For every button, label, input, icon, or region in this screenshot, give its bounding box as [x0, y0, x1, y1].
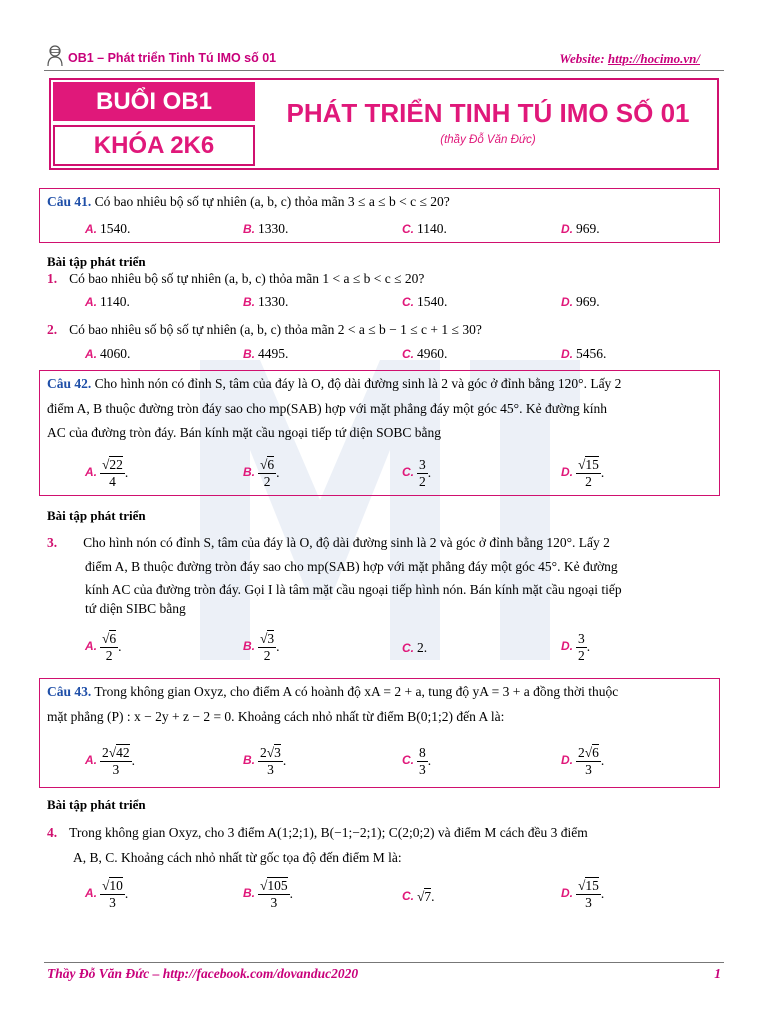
- denominator: 3: [112, 761, 120, 777]
- radicand: 7: [424, 888, 432, 904]
- q42-option-b[interactable]: [243, 457, 280, 489]
- period: .: [131, 753, 136, 769]
- fraction: [417, 745, 432, 777]
- option-letter: D.: [561, 886, 573, 901]
- fraction-stack: [576, 878, 601, 910]
- period: .: [276, 639, 280, 655]
- fraction: [417, 888, 435, 903]
- option-value: 4960.: [417, 346, 448, 361]
- denominator: 3: [585, 761, 592, 777]
- problem-3-line-1: [47, 535, 610, 551]
- denominator: 2: [578, 647, 585, 663]
- problem-3-line-3: kính AC của đường tròn đáy. Gọi I là tâm mặt cầu ngoại tiếp hình nón. Bán kính mặt cầu ngoại tiếp: [85, 582, 622, 597]
- radicand: 3: [274, 745, 281, 760]
- p3-option-c[interactable]: [402, 640, 427, 656]
- option-letter: B.: [243, 347, 255, 361]
- problem-3-stem: Cho hình nón có đỉnh S, tâm của đáy là O, độ dài đường sinh là 2 và góc ở đỉnh bằng 120°. Lấy 2: [83, 535, 610, 550]
- p3-option-a[interactable]: [85, 631, 122, 663]
- numerator: [100, 457, 125, 474]
- p4-option-d[interactable]: [561, 878, 604, 910]
- option-letter: B.: [243, 465, 255, 480]
- document-title: PHÁT TRIỂN TINH TÚ IMO SỐ 01: [286, 98, 690, 128]
- numerator: [258, 745, 283, 762]
- radicand: 15: [585, 878, 599, 893]
- q41-option-c[interactable]: [402, 221, 447, 237]
- radical: [417, 889, 431, 905]
- problem-3-line-4: tứ diện SIBC bằng: [85, 601, 186, 616]
- p4-option-b[interactable]: [243, 878, 293, 910]
- fraction-stack: [576, 631, 587, 663]
- radicand: 10: [109, 878, 123, 893]
- problem-number: 3.: [47, 535, 58, 550]
- q43-option-a[interactable]: [85, 745, 135, 777]
- denominator: 4: [109, 473, 116, 489]
- numerator: [100, 631, 118, 648]
- p2-option-a[interactable]: [85, 346, 130, 362]
- sqrt-icon: √: [260, 878, 268, 893]
- coefficient: 2: [260, 745, 267, 760]
- fraction-stack: [100, 631, 118, 663]
- question-42-line-1: [47, 376, 621, 392]
- fraction-stack: [576, 745, 601, 777]
- radical: [260, 877, 288, 893]
- section-heading: Bài tập phát triển: [47, 508, 146, 523]
- radical: [102, 877, 123, 893]
- q41-option-d[interactable]: [561, 221, 600, 237]
- radicand: 6: [592, 745, 599, 760]
- q43-option-b[interactable]: [243, 745, 286, 777]
- problem-1-text: [47, 271, 424, 287]
- sqrt-icon: √: [417, 888, 425, 904]
- fraction-stack: [100, 457, 125, 489]
- option-value: 969.: [576, 294, 600, 309]
- option-value: 4495.: [258, 346, 289, 361]
- website-link[interactable]: http://hocimo.vn/: [607, 51, 700, 66]
- option-letter: C.: [402, 465, 414, 480]
- numerator: [258, 631, 276, 648]
- p2-option-b[interactable]: [243, 346, 288, 362]
- option-letter: D.: [561, 295, 573, 309]
- option-letter: B.: [243, 222, 255, 236]
- fraction: [100, 631, 122, 663]
- footer-author-link[interactable]: Thầy Đỗ Văn Đức – http://facebook.com/dovanduc2020: [47, 966, 359, 981]
- teacher-subtitle: (thầy Đỗ Văn Đức): [440, 134, 536, 146]
- fraction: [258, 631, 280, 663]
- numerator: [576, 457, 601, 474]
- option-letter: A.: [85, 347, 97, 361]
- period: .: [600, 753, 605, 769]
- q42-option-d[interactable]: [561, 457, 604, 489]
- fraction: [100, 878, 129, 910]
- numerator: [258, 878, 290, 895]
- radical: [267, 744, 281, 760]
- p1-option-c[interactable]: [402, 294, 447, 310]
- fraction-stack: [258, 745, 283, 777]
- sqrt-icon: √: [102, 878, 110, 893]
- fraction-stack: [258, 878, 290, 910]
- fraction-stack: [100, 878, 125, 910]
- option-value: 1140.: [417, 221, 447, 236]
- radicand: 15: [585, 457, 599, 472]
- teacher-avatar-icon: [46, 45, 64, 67]
- problem-4-line-1: [47, 825, 588, 841]
- denominator: 2: [263, 647, 271, 663]
- denominator: 2: [419, 473, 426, 489]
- option-letter: B.: [243, 639, 255, 654]
- option-letter: D.: [561, 639, 573, 654]
- numerator-value: 3: [578, 631, 585, 646]
- numerator: [417, 457, 428, 474]
- p2-option-c[interactable]: [402, 346, 447, 362]
- fraction: [576, 457, 605, 489]
- radical: [260, 456, 274, 472]
- option-letter: C.: [402, 753, 414, 768]
- question-42-line-2: điểm A, B thuộc đường tròn đáy sao cho mp(SAB) hợp với mặt phẳng đáy một góc 45°. Kẻ đường kính: [47, 401, 608, 416]
- fraction-stack: [258, 457, 276, 489]
- page-number: 1: [714, 966, 721, 981]
- radical: [578, 877, 599, 893]
- fraction: [258, 457, 280, 489]
- numerator: [258, 457, 276, 474]
- problem-number: 1.: [47, 271, 58, 286]
- problem-number: 4.: [47, 825, 58, 840]
- problem-number: 2.: [47, 322, 58, 337]
- period: .: [600, 465, 605, 481]
- period: .: [431, 888, 435, 904]
- option-letter: C.: [402, 222, 414, 236]
- radicand: 22: [109, 457, 123, 472]
- p2-option-d[interactable]: [561, 346, 606, 362]
- fraction-stack: [576, 457, 601, 489]
- q43-option-d[interactable]: [561, 745, 604, 777]
- radicand: 42: [116, 745, 130, 760]
- p4-option-a[interactable]: [85, 878, 128, 910]
- denominator: 3: [270, 894, 278, 910]
- sqrt-icon: √: [584, 745, 593, 760]
- period: .: [124, 465, 129, 481]
- section-heading: Bài tập phát triển: [47, 254, 146, 269]
- fraction: [100, 745, 136, 777]
- p1-option-d[interactable]: [561, 294, 600, 310]
- header-course-title: OB1 – Phát triển Tinh Tú IMO số 01: [68, 51, 277, 65]
- question-42-label: Câu 42.: [47, 376, 92, 391]
- radical: [585, 744, 599, 760]
- denominator: 2: [263, 473, 271, 489]
- option-value: 5456.: [576, 346, 607, 361]
- fraction-stack: [258, 631, 276, 663]
- fraction: [100, 457, 129, 489]
- option-value: 1540.: [417, 294, 448, 309]
- question-41-stem: Có bao nhiêu bộ số tự nhiên (a, b, c) thỏa mãn 3 ≤ a ≤ b < c ≤ 20?: [91, 194, 450, 209]
- period: .: [427, 753, 432, 769]
- question-41-text: [47, 194, 450, 210]
- p3-option-b[interactable]: [243, 631, 280, 663]
- numerator: [100, 745, 132, 762]
- option-letter: A.: [85, 222, 97, 236]
- numerator-value: 3: [419, 457, 426, 472]
- option-letter: B.: [243, 753, 255, 768]
- period: .: [276, 465, 280, 481]
- period: .: [124, 886, 129, 902]
- sqrt-icon: √: [102, 631, 110, 646]
- fraction-stack: [417, 457, 428, 489]
- question-43-label: Câu 43.: [47, 684, 92, 699]
- sqrt-icon: √: [102, 457, 110, 472]
- question-43-stem: Trong không gian Oxyz, cho điểm A có hoành độ xA = 2 + a, tung độ yA = 3 + a đồng thời thuộc: [91, 684, 619, 699]
- denominator: 3: [585, 894, 592, 910]
- sqrt-icon: √: [578, 457, 586, 472]
- fraction: [576, 631, 591, 663]
- question-42-stem: Cho hình nón có đỉnh S, tâm của đáy là O, độ dài đường sinh là 2 và góc ở đỉnh bằng 120°. Lấy 2: [91, 376, 622, 391]
- radical: [102, 456, 123, 472]
- numerator: [417, 745, 428, 762]
- coefficient: 2: [578, 745, 585, 760]
- p4-option-c[interactable]: [402, 888, 435, 905]
- radical: [109, 744, 130, 760]
- course-badge: KHÓA 2K6: [53, 125, 255, 166]
- period: .: [600, 886, 605, 902]
- numerator: [576, 745, 601, 762]
- option-letter: A.: [85, 753, 97, 768]
- q42-option-a[interactable]: [85, 457, 128, 489]
- question-43-line-1: [47, 684, 618, 700]
- option-letter: D.: [561, 347, 573, 361]
- radicand: 105: [267, 878, 288, 893]
- fraction-stack: [100, 745, 132, 777]
- denominator: 2: [105, 647, 113, 663]
- question-43-line-2: mặt phẳng (P) : x − 2y + z − 2 = 0. Khoảng cách nhỏ nhất từ điểm B(0;1;2) đến A là:: [47, 709, 505, 724]
- option-value: 1540.: [100, 221, 131, 236]
- denominator: 3: [267, 761, 274, 777]
- p1-option-b[interactable]: [243, 294, 288, 310]
- option-value: 1140.: [100, 294, 130, 309]
- radical: [578, 456, 599, 472]
- option-letter: D.: [561, 465, 573, 480]
- question-42-line-3: AC của đường tròn đáy. Bán kính mặt cầu ngoại tiếp tứ diện SOBC bằng: [47, 425, 441, 440]
- numerator: [100, 878, 125, 895]
- p1-option-a[interactable]: [85, 294, 130, 310]
- option-letter: A.: [85, 465, 97, 480]
- option-value: 1330.: [258, 294, 289, 309]
- radical: [102, 630, 116, 646]
- header-divider: [44, 70, 724, 71]
- option-letter: C.: [402, 295, 414, 309]
- numerator-value: 8: [419, 745, 426, 760]
- q43-option-c[interactable]: [402, 745, 431, 777]
- fraction: [576, 878, 605, 910]
- option-value: 969.: [576, 221, 600, 236]
- denominator: 3: [419, 761, 426, 777]
- question-41-label: Câu 41.: [47, 194, 92, 209]
- problem-2-stem: Có bao nhiêu số bộ số tự nhiên (a, b, c) thỏa mãn 2 < a ≤ b − 1 ≤ c + 1 ≤ 30?: [69, 322, 482, 337]
- option-letter: A.: [85, 295, 97, 309]
- period: .: [289, 886, 294, 902]
- q42-option-c[interactable]: [402, 457, 431, 489]
- coefficient: 2: [102, 745, 109, 760]
- website-label: Website:: [559, 51, 608, 66]
- denominator: 2: [585, 473, 592, 489]
- option-letter: B.: [243, 886, 255, 901]
- period: .: [427, 465, 432, 481]
- problem-1-stem: Có bao nhiêu bộ số tự nhiên (a, b, c) thỏa mãn 1 < a ≤ b < c ≤ 20?: [69, 271, 425, 286]
- radicand: 6: [109, 631, 117, 646]
- footer-divider: [44, 962, 724, 963]
- problem-3-line-2: điểm A, B thuộc đường tròn đáy sao cho mp(SAB) hợp với mặt phẳng đáy một góc 45°. Kẻ đường: [85, 559, 618, 574]
- radicand: 6: [267, 457, 275, 472]
- sqrt-icon: √: [578, 878, 586, 893]
- radical: [260, 630, 274, 646]
- numerator: [576, 631, 587, 648]
- sqrt-icon: √: [108, 745, 117, 760]
- sqrt-icon: √: [266, 745, 275, 760]
- option-letter: D.: [561, 222, 573, 236]
- option-letter: B.: [243, 295, 255, 309]
- option-value: 4060.: [100, 346, 131, 361]
- option-letter: C.: [402, 641, 414, 655]
- q41-option-a[interactable]: [85, 221, 130, 237]
- period: .: [586, 639, 591, 655]
- radicand: 3: [267, 631, 275, 646]
- numerator: [576, 878, 601, 895]
- option-value: 1330.: [258, 221, 289, 236]
- section-heading: Bài tập phát triển: [47, 797, 146, 812]
- p3-option-d[interactable]: [561, 631, 590, 663]
- fraction: [576, 745, 605, 777]
- fraction-stack: [417, 745, 428, 777]
- option-letter: A.: [85, 886, 97, 901]
- header-website: [559, 51, 700, 67]
- q41-option-b[interactable]: [243, 221, 288, 237]
- problem-4-stem: Trong không gian Oxyz, cho 3 điểm A(1;2;1), B(−1;−2;1); C(2;0;2) và điểm M cách đều 3 điểm: [69, 825, 588, 840]
- session-badge: BUỔI OB1: [53, 82, 255, 121]
- sqrt-icon: √: [260, 457, 268, 472]
- period: .: [118, 639, 122, 655]
- option-letter: C.: [402, 347, 414, 361]
- option-letter: D.: [561, 753, 573, 768]
- fraction: [258, 878, 294, 910]
- sqrt-icon: √: [260, 631, 268, 646]
- problem-4-line-2: A, B, C. Khoảng cách nhỏ nhất từ gốc tọa độ đến điểm M là:: [73, 850, 402, 865]
- denominator: 3: [109, 894, 116, 910]
- period: .: [282, 753, 287, 769]
- fraction: [417, 457, 432, 489]
- problem-2-text: [47, 322, 482, 338]
- fraction: [258, 745, 287, 777]
- option-value: 2.: [417, 640, 428, 655]
- option-letter: C.: [402, 889, 414, 903]
- option-letter: A.: [85, 639, 97, 654]
